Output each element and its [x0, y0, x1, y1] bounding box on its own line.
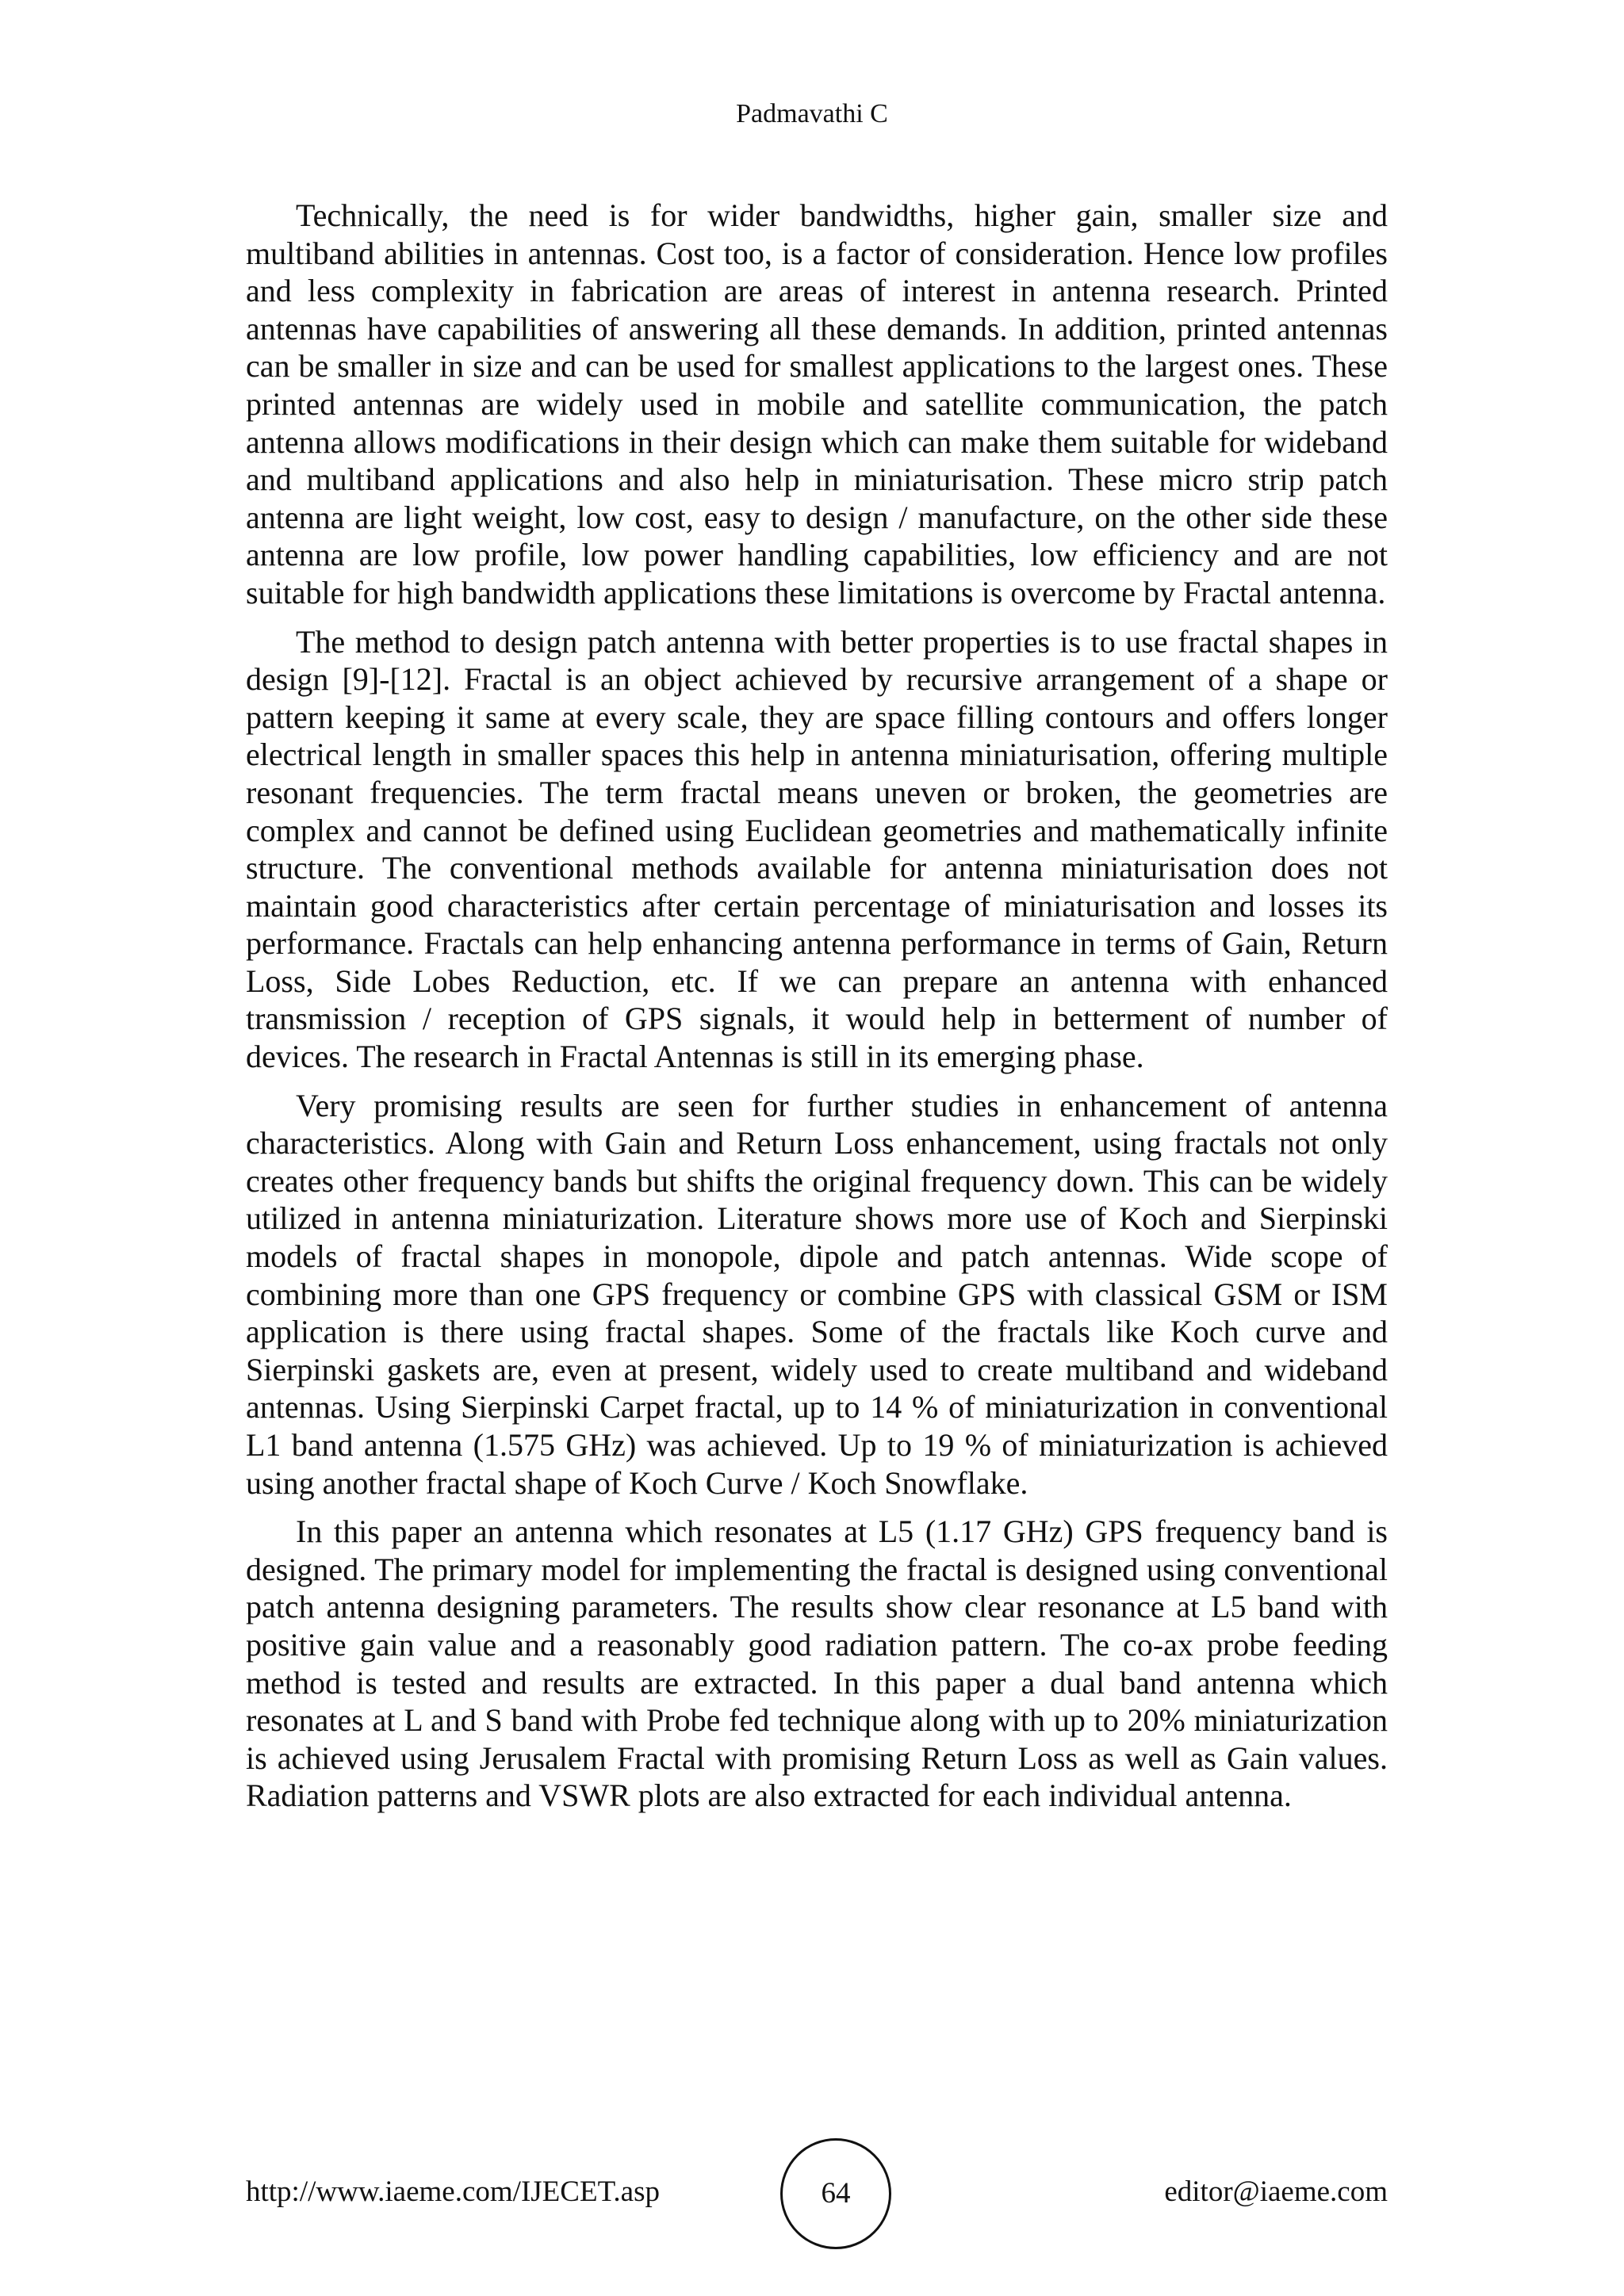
page-number: 64: [821, 2177, 851, 2210]
footer-email-link[interactable]: editor@iaeme.com: [1164, 2175, 1388, 2208]
running-title: Padmavathi C: [736, 99, 888, 128]
running-header: [0, 97, 1624, 132]
paragraph: The method to design patch antenna with better properties is to use fractal shapes in design [9]-[12]. Fractal is an object achieved by recursive arrangement of a shape or pattern keeping it same at every scale, they are space filling contours and offers longer electrical length in smaller spaces this help in antenna miniaturisation, offering multiple resonant frequencies. The term fractal means uneven or broken, the geometries are complex and cannot be defined using Euclidean geometries and mathematically infinite structure. The conventional methods available for antenna miniaturisation does not maintain good characteristics after certain percentage of miniaturisation and losses its performance. Fractals can help enhancing antenna performance in terms of Gain, Return Loss, Side Lobes Reduction, etc. If we can prepare an antenna with enhanced transmission / reception of GPS signals, it would help in betterment of number of devices. The research in Fractal Antennas is still in its emerging phase.: [246, 623, 1388, 1075]
paragraph: Technically, the need is for wider bandwidths, higher gain, smaller size and multiband abilities in antennas. Cost too, is a factor of consideration. Hence low profiles and less complexity in fabrication are areas of interest in antenna research. Printed antennas have capabilities of answering all these demands. In addition, printed antennas can be smaller in size and can be used for smallest applications to the largest ones. These printed antennas are widely used in mobile and satellite communication, the patch antenna allows modifications in their design which can make them suitable for wideband and multiband applications and also help in miniaturisation. These micro strip patch antenna are light weight, low cost, easy to design / manufacture, on the other side these antenna are low profile, low power handling capabilities, low efficiency and are not suitable for high bandwidth applications these limitations is overcome by Fractal antenna.: [246, 197, 1388, 610]
page-footer: [246, 2138, 1388, 2249]
article-body: [246, 197, 1388, 1826]
paragraph: In this paper an antenna which resonates at L5 (1.17 GHz) GPS frequency band is designed. The primary model for implementing the fractal is designed using conventional patch antenna designing parameters. The results show clear resonance at L5 band with positive gain value and a reasonably good radiation pattern. The co-ax probe feeding method is tested and results are extracted. In this paper a dual band antenna which resonates at L and S band with Probe fed technique along with up to 20% miniaturization is achieved using Jerusalem Fractal with promising Return Loss as well as Gain values. Radiation patterns and VSWR plots are also extracted for each individual antenna.: [246, 1513, 1388, 1814]
paragraph: Very promising results are seen for further studies in enhancement of antenna characteristics. Along with Gain and Return Loss enhancement, using fractals not only creates other frequency bands but shifts the original frequency down. This can be widely utilized in antenna miniaturization. Literature shows more use of Koch and Sierpinski models of fractal shapes in monopole, dipole and patch antennas. Wide scope of combining more than one GPS frequency or combine GPS with classical GSM or ISM application is there using fractal shapes. Some of the fractals like Koch curve and Sierpinski gaskets are, even at present, widely used to create multiband and wideband antennas. Using Sierpinski Carpet fractal, up to 14 % of miniaturization in conventional L1 band antenna (1.575 GHz) was achieved. Up to 19 % of miniaturization is achieved using another fractal shape of Koch Curve / Koch Snowflake.: [246, 1087, 1388, 1501]
page-number-circle: [780, 2138, 891, 2249]
footer-url-link[interactable]: http://www.iaeme.com/IJECET.asp: [246, 2175, 660, 2208]
